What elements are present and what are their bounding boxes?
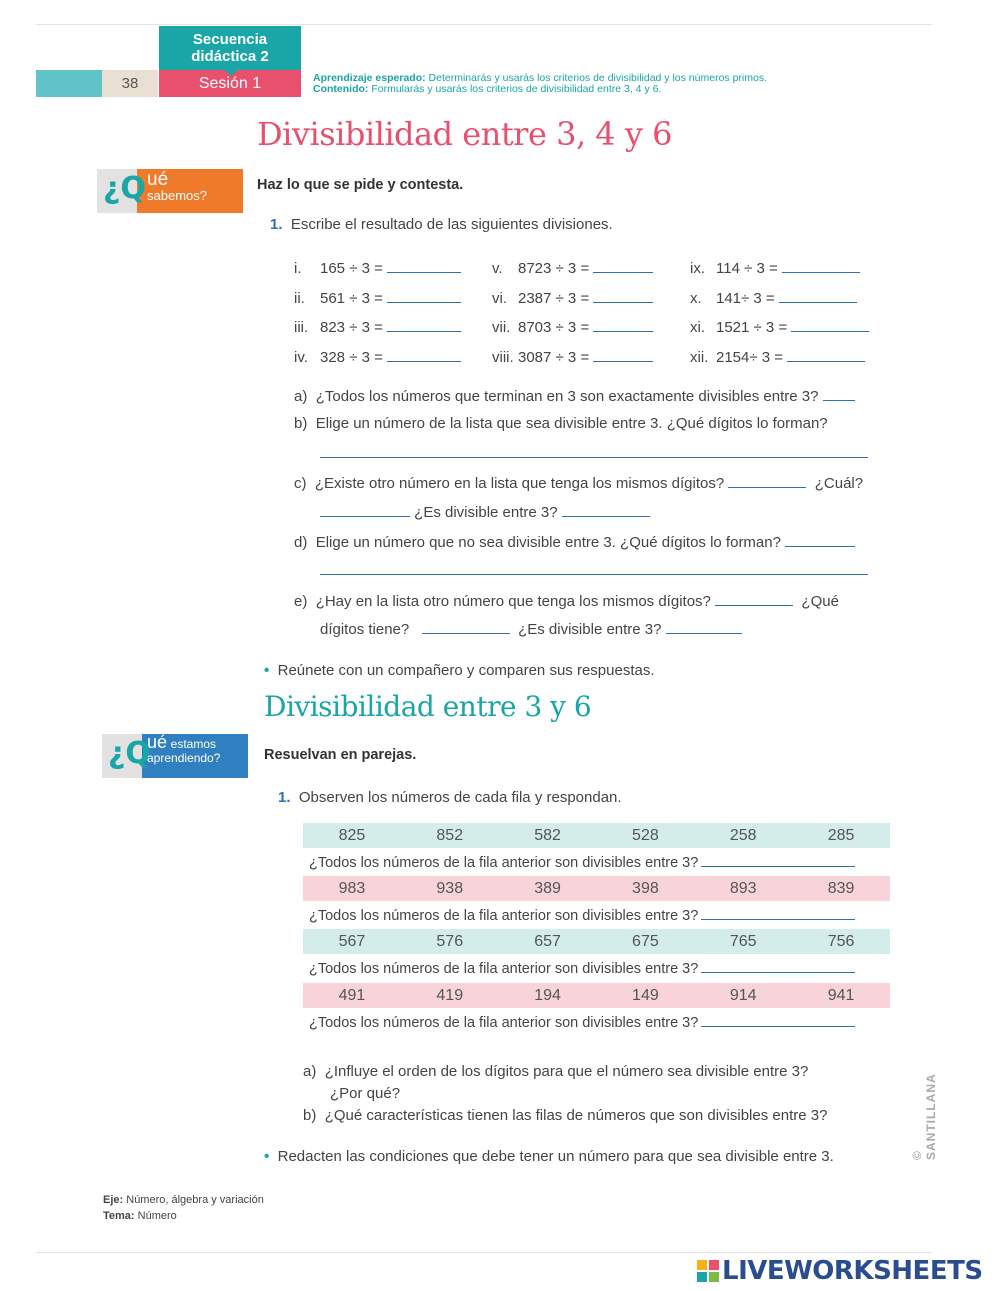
table-cell: 389 [534,880,561,897]
division-item [492,317,653,336]
division-answer-line[interactable] [387,288,461,303]
question-e-text2: ¿Qué [801,593,839,610]
question-c-label: c) [294,475,307,492]
question-e-cont [320,619,742,638]
row-question [309,1012,855,1031]
badge2-word2: estamos [170,737,217,751]
table-row [303,876,890,901]
question-b-text: Elige un número de la lista que sea divisible entre 3. ¿Qué dígitos lo forman? [315,415,828,432]
contenido-text: Formularás y usarás los criterios de divisibilidad entre 3, 4 y 6. [371,83,662,95]
question-c-text1: ¿Existe otro número en la lista que tenga los mismos dígitos? [314,475,725,492]
division-numeral: x. [690,289,702,307]
question-e-label: e) [294,593,308,610]
tema-text: Número [137,1210,177,1222]
division-expression: 823 ÷ 3 = [320,319,383,336]
table-cell: 398 [632,880,659,897]
answer-line-a[interactable] [823,386,855,401]
question-c-text3: ¿Es divisible entre 3? [414,504,558,521]
division-numeral: ii. [294,289,305,307]
question-e-text3: dígitos tiene? [320,621,410,638]
page-number: 38 [102,70,158,97]
division-answer-line[interactable] [387,347,461,362]
answer-line-e3[interactable] [666,619,742,634]
contenido-label: Contenido: [313,83,369,95]
top-rule [36,24,932,25]
division-answer-line[interactable] [779,288,857,303]
learning-objectives [313,73,767,95]
division-numeral: xi. [690,319,705,336]
footer-info [103,1192,264,1224]
table-cell: 194 [534,987,561,1004]
table-cell: 839 [827,880,855,897]
table-cell: 657 [534,933,561,950]
division-answer-line[interactable] [387,258,461,273]
section2-item-number: 1. [278,789,291,806]
question-a-text: ¿Todos los números que terminan en 3 son exactamente divisibles entre 3? [315,388,819,405]
copyright: © SANTILLANA [910,1073,938,1160]
question-c-cont [320,502,650,521]
bottom-rule [36,1252,932,1253]
question-d-text: Elige un número que no sea divisible entre 3. ¿Qué dígitos lo forman? [315,534,781,551]
que-sabemos-badge [97,169,243,213]
table-cell: 825 [338,827,366,844]
question2-a-text2: ¿Por qué? [330,1085,401,1102]
division-item [690,347,865,366]
answer-line-e1[interactable] [715,591,793,606]
answer-line-b[interactable] [320,457,868,458]
division-expression: 8723 ÷ 3 = [518,260,590,277]
table-cell: 149 [632,987,659,1004]
table-cell: 491 [338,987,366,1004]
division-answer-line[interactable] [593,288,653,303]
table-cell: 582 [534,827,561,844]
table-cell: 528 [632,827,659,844]
section2-instruction: Resuelvan en parejas. [264,747,417,763]
section2-bullet-text: Redacten las condiciones que debe tener un número para que sea divisible entre 3. [277,1148,834,1165]
division-numeral: i. [294,260,302,277]
division-item [294,317,461,336]
brand-text: LIVEWORKSHEETS [722,1256,983,1286]
table-cell: 941 [827,987,855,1004]
table-cell: 258 [729,827,757,844]
division-numeral: iv. [294,348,308,366]
division-expression: 561 ÷ 3 = [320,289,383,307]
table-row [303,823,890,848]
row-answer-line[interactable] [701,958,855,973]
division-numeral: vii. [492,319,511,336]
answer-line-e2[interactable] [422,619,510,634]
division-numeral: viii. [492,348,514,366]
answer-line-c2[interactable] [320,502,410,517]
table-cell: 983 [338,880,366,897]
section1-bullet [264,662,655,679]
division-numeral: vi. [492,289,507,307]
question2-b-label: b) [303,1107,317,1124]
table-cell: 285 [827,827,855,844]
row-answer-line[interactable] [701,852,855,867]
badge-word1: ué [147,169,169,190]
question-d-label: d) [294,534,308,551]
table-cell: 567 [338,933,366,950]
row-question [309,852,855,871]
aprendizaje-text: Determinarás y usarás los criterios de divisibilidad y los números primos. [428,72,768,84]
header-teal-bar [36,70,102,97]
division-item [492,288,653,307]
division-answer-line[interactable] [593,258,653,273]
badge2-word3: aprendiendo? [147,751,221,765]
division-expression: 328 ÷ 3 = [320,348,383,366]
question2-b-text: ¿Qué características tienen las filas de números que son divisibles entre 3? [324,1107,828,1124]
division-answer-line[interactable] [387,317,461,332]
question2-a-label: a) [303,1063,317,1080]
table-row [303,929,890,954]
division-expression: 2387 ÷ 3 = [518,289,590,307]
row-question [309,958,855,977]
division-item [492,347,653,366]
division-item [690,288,857,307]
table-cell: 419 [436,987,464,1004]
row-question-text: ¿Todos los números de la fila anterior son divisibles entre 3? [309,1015,699,1031]
row-answer-line[interactable] [701,905,855,920]
division-answer-line[interactable] [593,347,653,362]
question-b [294,415,828,432]
badge2-word1: ué [147,732,168,752]
division-item [294,347,461,366]
row-answer-line[interactable] [701,1012,855,1027]
answer-line-c1[interactable] [728,473,806,488]
division-expression: 1521 ÷ 3 = [716,319,788,336]
section2-item [278,789,622,806]
division-numeral: v. [492,260,503,277]
division-answer-line[interactable] [791,317,869,332]
division-expression: 165 ÷ 3 = [320,260,383,277]
question-a-label: a) [294,388,308,405]
question-c-text2: ¿Cuál? [814,475,864,492]
eje-label: Eje: [103,1194,124,1206]
badge-word2: sabemos? [147,188,207,203]
question2-b [303,1107,827,1124]
division-expression: 114 ÷ 3 = [716,260,778,277]
division-numeral: ix. [690,260,705,277]
question-e-text4: ¿Es divisible entre 3? [518,621,662,638]
table-cell: 893 [729,880,757,897]
answer-line-c3[interactable] [562,502,650,517]
section2-item-text: Observen los números de cada fila y respondan. [298,789,622,806]
badge2-q-mark: ¿Q [108,736,151,771]
section1-bullet-text: Reúnete con un compañero y comparen sus respuestas. [277,662,655,679]
table-cell: 852 [436,827,464,844]
division-expression: 8703 ÷ 3 = [518,319,590,336]
aprendizaje-label: Aprendizaje esperado: [313,72,426,84]
question-c [294,473,863,492]
section2-title: Divisibilidad entre 3 y 6 [264,690,592,723]
bullet-icon: • [264,662,270,679]
row-question-text: ¿Todos los números de la fila anterior son divisibles entre 3? [309,908,699,924]
division-item [294,288,461,307]
liveworksheets-logo-icon [697,1260,719,1282]
answer-line-d2[interactable] [320,574,868,575]
section1-item-number: 1. [270,216,283,233]
question-d [294,532,855,551]
table-cell: 914 [729,987,757,1004]
division-expression: 2154÷ 3 = [716,348,784,366]
answer-line-d1[interactable] [785,532,855,547]
section1-item-text: Escribe el resultado de las siguientes divisiones. [290,216,613,233]
division-numeral: iii. [294,319,309,336]
row-question [309,905,855,924]
table-cell: 756 [827,933,855,950]
question2-a [303,1063,808,1080]
division-item [690,258,860,277]
bullet-icon-2: • [264,1148,270,1165]
question2-a-text1: ¿Influye el orden de los dígitos para que el número sea divisible entre 3? [324,1063,809,1080]
sesion-tab: Sesión 1 [159,70,301,97]
question-e [294,591,839,610]
section1-instruction: Haz lo que se pide y contesta. [257,177,464,193]
division-item [294,258,461,277]
table-cell: 576 [436,933,464,950]
table-cell: 765 [729,933,757,950]
badge-q-mark: ¿Q [103,171,146,206]
division-expression: 3087 ÷ 3 = [518,348,590,366]
eje-text: Número, álgebra y variación [126,1194,264,1206]
division-answer-line[interactable] [782,258,860,273]
liveworksheets-brand[interactable] [697,1256,983,1286]
secuencia-notch [222,68,240,76]
section1-item [270,216,613,233]
que-estamos-aprendiendo-badge [102,734,248,778]
question-e-text1: ¿Hay en la lista otro número que tenga los mismos dígitos? [315,593,711,610]
table-row [303,983,890,1008]
division-numeral: xii. [690,348,709,366]
table-cell: 938 [436,880,464,897]
secuencia-tab: Secuencia didáctica 2 [159,26,301,71]
row-question-text: ¿Todos los números de la fila anterior son divisibles entre 3? [309,855,699,871]
question-a [294,386,855,405]
division-answer-line[interactable] [593,317,653,332]
question-b-label: b) [294,415,308,432]
division-item [690,317,869,336]
tema-label: Tema: [103,1210,135,1222]
division-expression: 141÷ 3 = [716,289,775,307]
table-cell: 675 [632,933,659,950]
division-item [492,258,653,277]
section1-title: Divisibilidad entre 3, 4 y 6 [257,115,672,153]
section2-bullet [264,1148,834,1165]
division-answer-line[interactable] [787,347,865,362]
row-question-text: ¿Todos los números de la fila anterior son divisibles entre 3? [309,961,699,977]
